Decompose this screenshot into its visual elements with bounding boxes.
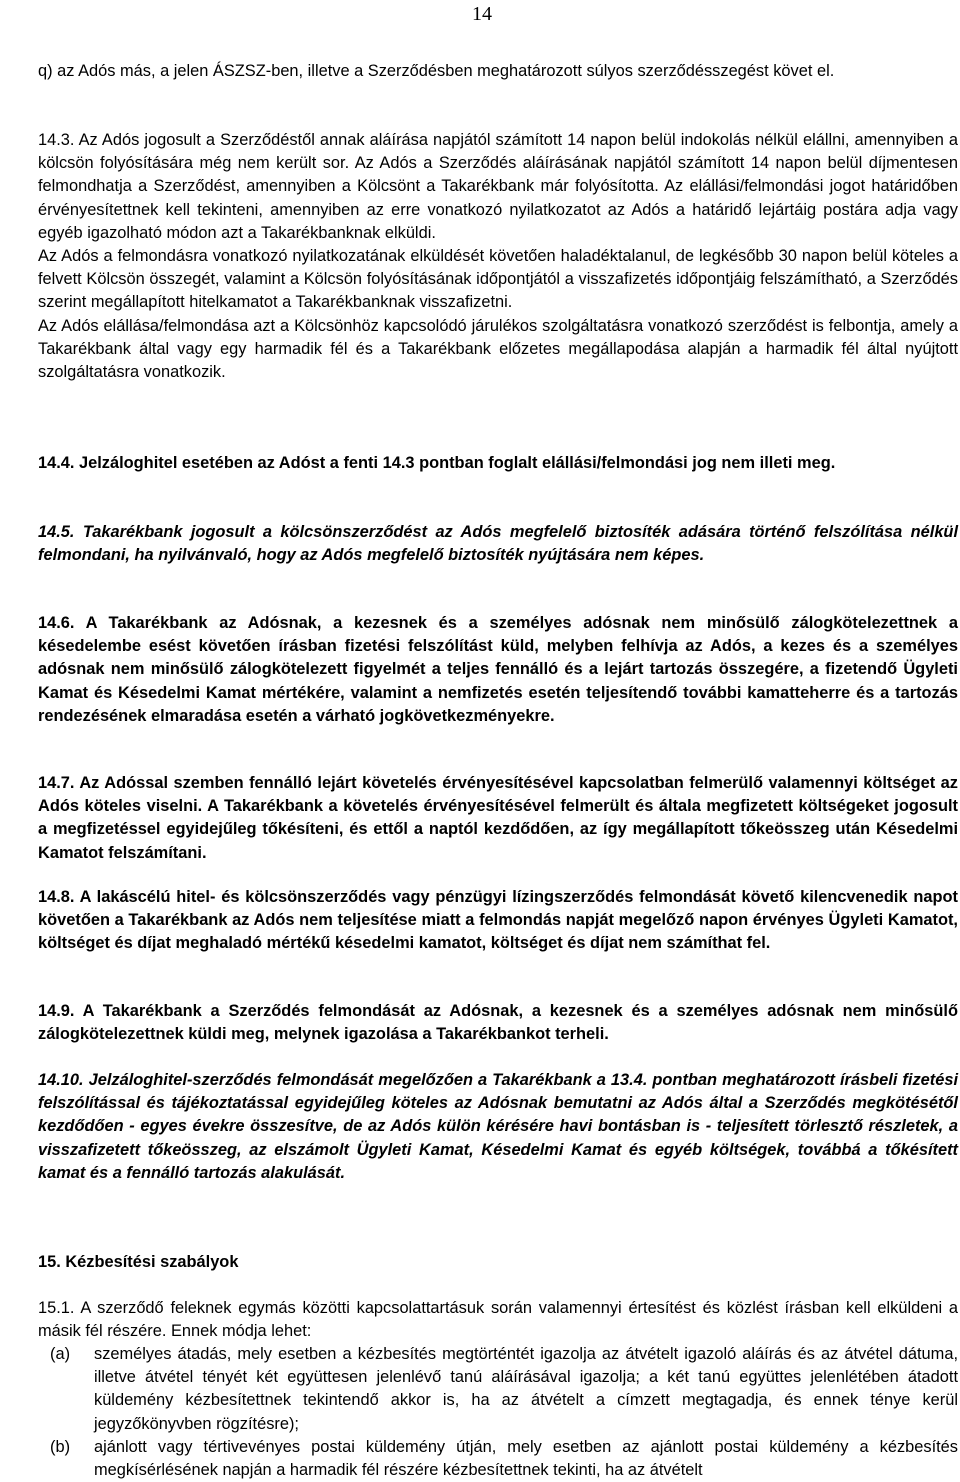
section-15-1-text: 15.1. A szerződő feleknek egymás közötti kapcsolattartásuk során valamennyi értesítést és közlést írásban kell elküldeni a másik fél részére. Ennek módja lehet:	[38, 1299, 958, 1341]
section-15-title: 15. Kézbesítési szabályok	[38, 1253, 239, 1271]
section-14-10	[38, 1069, 958, 1185]
section-14-3-p2: Az Adós a felmondásra vonatkozó nyilatkozatának elküldését követően haladéktalanul, de legkésőbb 30 napon belül köteles a felvett Kölcsön összegét, valamint a Kölcsön folyósításának időpontjától a visszafizetés időpontjáig felszámítható, a Szerződés szerint megállapított hitelkamatot a Takarékbanknak visszafizetni.	[38, 247, 958, 312]
section-14-5	[38, 521, 958, 567]
section-14-8-text: 14.8. A lakáscélú hitel- és kölcsönszerződés vagy pénzügyi lízingszerződés felmondását követő kilencvenedik napot követően a Takarékbank az Adós nem teljesítése miatt a felmondás napját megelőző napon érvényes Ügyleti Kamatot, költséget és díjat meghaladó mértékű késedelmi kamatot, költséget és díjat nem számíthat fel.	[38, 888, 958, 953]
section-14-6-text: 14.6. A Takarékbank az Adósnak, a kezesnek és a személyes adósnak nem minősülő zálogkötelezettnek a késedelembe esést követően írásban fizetési felszólítást küld, melyben felhívja az Adós, a kezes és a személyes adósnak nem minősülő zálogkötelezett figyelmét a teljes fennálló és a lejárt tartozás összegére, a fizetendő Ügyleti Kamat és Késedelmi Kamat mértékére, valamint a nemfizetés esetén teljesítendő további kamatteherre és a tartozás rendezésének elmaradása esetén a várható jogkövetkezményekre.	[38, 614, 958, 725]
list-item-label: (b)	[50, 1437, 71, 1456]
section-14-3-p3: Az Adós elállása/felmondása azt a Kölcsönhöz kapcsolódó járulékos szolgáltatásra vonatkozó szerződést is felbontja, amely a Takarékbank által vagy egy harmadik fél és a Takarékbank előzetes megállapodása alapján a harmadik fél által nyújtott szolgáltatásra vonatkozik.	[38, 316, 958, 382]
section-14-3-p1: 14.3. Az Adós jogosult a Szerződéstől annak aláírása napjától számított 14 napon belül indokolás nélkül elállni, amennyiben a kölcsön folyósítására még nem került sor. Az Adós a Szerződés aláírásának napjától számított 14 napon belül díjmentesen felmondhatja a Szerződést, amennyiben a Kölcsönt a Takarékbank már folyósította. Az elállási/felmondási jogot határidőben érvényesítettnek kell tekinteni, amennyiben az erre vonatkozó nyilatkozatot az Adós a határidő lejártáig postára adja vagy egyéb igazolható módon azt a Takarékbanknak elküldi.	[38, 131, 958, 242]
list-item-text: ajánlott vagy tértivevényes postai küldemény útján, mely esetben az ajánlott postai küldemény a kézbesítés megkísérlésének napján a harmadik fél részére kézbesítettnek tekinti, ha az átvételt	[94, 1437, 958, 1480]
list-item-text: személyes átadás, mely esetben a kézbesítés megtörténtét igazolja az átvételt igazoló aláírás és az átvétel dátuma, illetve átvétel tényét két együttesen jelenlévő tanú aláírásával igazolja; a két tanú együttes jelenlétében átadott küldemény kézbesítettnek tekintendő akkor is, ha az átvételt a címzett megtagadja, és ennek ténye kerül jegyzőkönyvben rögzítésre);	[94, 1345, 958, 1433]
section-14-3	[38, 129, 958, 384]
list-item-label: (a)	[50, 1345, 71, 1363]
section-14-9	[38, 1000, 958, 1046]
section-14-4-text: 14.4. Jelzáloghitel esetében az Adóst a fenti 14.3 pontban foglalt elállási/felmondási jog nem illeti meg.	[38, 454, 836, 472]
paragraph-q	[38, 60, 958, 83]
q-item-text: q) az Adós más, a jelen ÁSZSZ-ben, illetve a Szerződésben meghatározott súlyos szerződésszegést követ el.	[38, 62, 835, 80]
section-14-6	[38, 612, 958, 728]
section-15-1	[38, 1297, 958, 1343]
section-14-5-text: 14.5. Takarékbank jogosult a kölcsönszerződést az Adós megfelelő biztosíték adására történő felszólítása nélkül felmondani, ha nyilvánvaló, hogy az Adós megfelelő biztosíték nyújtására nem képes.	[38, 523, 958, 565]
section-14-8	[38, 886, 958, 956]
section-15-heading	[38, 1251, 958, 1274]
section-14-9-text: 14.9. A Takarékbank a Szerződés felmondását az Adósnak, a kezesnek és a személyes adósnak nem minősülő zálogkötelezettnek küldi meg, melynek igazolása a Takarékbankot terheli.	[38, 1002, 958, 1044]
list-item	[38, 1436, 958, 1482]
section-14-7-text: 14.7. Az Adóssal szemben fennálló lejárt követelés érvényesítésével kapcsolatban felmerülő valamennyi költséget az Adós köteles viselni. A Takarékbank a követelés érvényesítésével felmerült és általa megfizetett költségeket jogosult a megfizetéssel egyidejűleg tőkésíteni, és ettől a naptól kezdődően, az így megállapított tőkeösszeg után Késedelmi Kamatot felszámítani.	[38, 774, 958, 862]
delivery-methods-list	[38, 1343, 958, 1482]
page-number: 14	[472, 3, 492, 25]
section-14-10-text: 14.10. Jelzáloghitel-szerződés felmondását megelőzően a Takarékbank a 13.4. pontban meghatározott írásbeli fizetési felszólítással és tájékoztatással egyidejűleg köteles az Adósnak bemutatni az Adós által a Szerződés megkötésétől kezdődően - egyes évekre összesítve, de az Adós külön kérésére havi bontásban is - teljesített törlesztő részletek, a visszafizetett tőkeösszeg, az elszámolt Ügyleti Kamat, Késedelmi Kamat és egyéb költségek, továbbá a tőkésített kamat és a fennálló tartozás alakulását.	[38, 1071, 958, 1182]
section-14-4	[38, 452, 958, 475]
list-item	[38, 1343, 958, 1436]
section-14-7	[38, 772, 958, 865]
